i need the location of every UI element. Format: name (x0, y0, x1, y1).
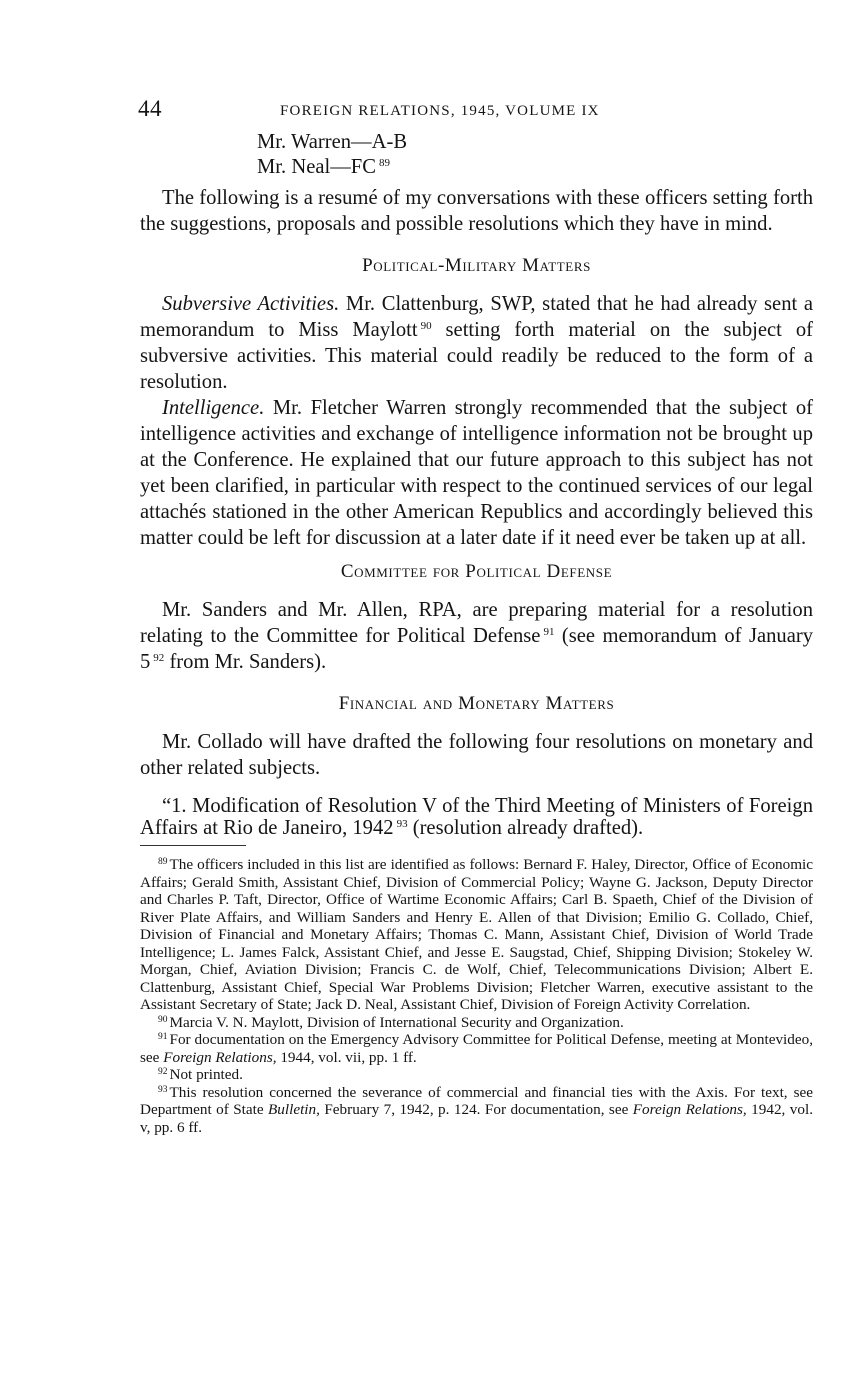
page-number: 44 (138, 96, 162, 121)
footnote-91: $^{91}$ For documentation on the Emergency Advisory Committee for Political Defense, meeting at Montevideo, see Foreign Relations, 1944, vol. vii, pp. 1 ff. (140, 1031, 813, 1066)
footnote-92: $^{92}$ Not printed. (158, 1066, 243, 1083)
footnote-90: $^{90}$ Marcia V. N. Maylott, Division of International Security and Organization. (158, 1013, 624, 1031)
paragraph-subversive-activities: Subversive Activities. Mr. Clattenburg, SWP, stated that he had already sent a memorandum to Miss Maylott $^{90}$ setting forth material on the subject of subversive activities. This material could readily be reduced to the form of a resolution. (140, 293, 813, 393)
run-in-label: Intelligence. (162, 397, 265, 419)
body-text (140, 130, 813, 839)
footnote-ref-89: 89 (379, 157, 390, 169)
section-heading-political-defense: Committee for Political Defense (340, 561, 613, 582)
section-heading-political-military: Political-Military Matters (362, 255, 591, 276)
section-heading-financial: Financial and Monetary Matters (338, 693, 615, 714)
document-page (140, 96, 813, 1136)
footnote-ref-90: 90 (420, 320, 432, 332)
paragraph-financial: Mr. Collado will have drafted the following four resolutions on monetary and other related subjects. (140, 731, 813, 779)
paragraph-political-defense: Mr. Sanders and Mr. Allen, RPA, are preparing material for a resolution relating to the Committee for Political Defense $^{91}$ (see memorandum of January 5 $^{92}$ from Mr. Sanders). (140, 599, 813, 673)
running-title: FOREIGN RELATIONS, 1945, VOLUME IX (280, 103, 600, 119)
footnotes (140, 856, 813, 1136)
paragraph-resolution-item-1: “1. Modification of Resolution V of the Third Meeting of Ministers of Foreign Affairs at Rio de Janeiro, 1942 $^{93}$ (resolution already drafted). (140, 795, 813, 839)
footnote-ref-91: 91 (543, 626, 555, 638)
paragraph-intelligence: Intelligence. Mr. Fletcher Warren strongly recommended that the subject of intelligence activities and exchange of intelligence information not be brought up at the Conference. He explained that our future approach to this subject has not yet been clarified, in particular with respect to the continued services of our legal attachés stationed in the other American Republics and accordingly believed this matter could be left for discussion at a later date if it need ever be taken up at all. (140, 397, 813, 549)
officer-line-neal: Mr. Neal—FC $^{89}$ (257, 156, 390, 178)
footnote-ref-92: 92 (153, 652, 165, 664)
footnote-93: $^{93}$ This resolution concerned the severance of commercial and financial ties with the Axis. For text, see Department of State Bulletin, February 7, 1942, p. 124. For documentation, see Foreign Relations, 1942, vol. v, pp. 6 ff. (140, 1083, 813, 1136)
footnote-ref-93: 93 (396, 818, 408, 830)
run-in-label: Subversive Activities. (162, 293, 340, 315)
page-header (140, 96, 813, 130)
footnote-rule (140, 845, 246, 846)
officer-line-warren: Mr. Warren—A-B (257, 131, 408, 153)
intro-paragraph: The following is a resumé of my conversations with these officers setting forth the suggestions, proposals and possible resolutions which they have in mind. (140, 187, 813, 235)
footnote-89: $^{89}$ The officers included in this list are identified as follows: Bernard F. Haley, Director, Office of Economic Affairs; Gerald Smith, Assistant Chief, Division of Commercial Policy; Wayne G. Jackson, Deputy Director and Charles P. Taft, Director, Office of Wartime Economic Affairs; Carl B. Spaeth, Chief of the Division of River Plate Affairs, and William Sanders and Henry E. Allen of that Division; Emilio G. Collado, Chief, Division of Financial and Monetary Affairs; Thomas C. Mann, Assistant Chief, Division of World Trade Intelligence; L. James Falck, Assistant Chief, and Jesse E. Saugstad, Chief, Shipping Division; Stokeley W. Morgan, Chief, Aviation Division; Francis C. de Wolf, Chief, Telecommunications Division; Albert E. Clattenburg, Assistant Chief, Special War Problems Division; Fletcher Warren, executive assistant to the Assistant Secretary of State; Jack D. Neal, Assistant Chief, Division of Foreign Activity Correlation. (140, 856, 813, 1013)
